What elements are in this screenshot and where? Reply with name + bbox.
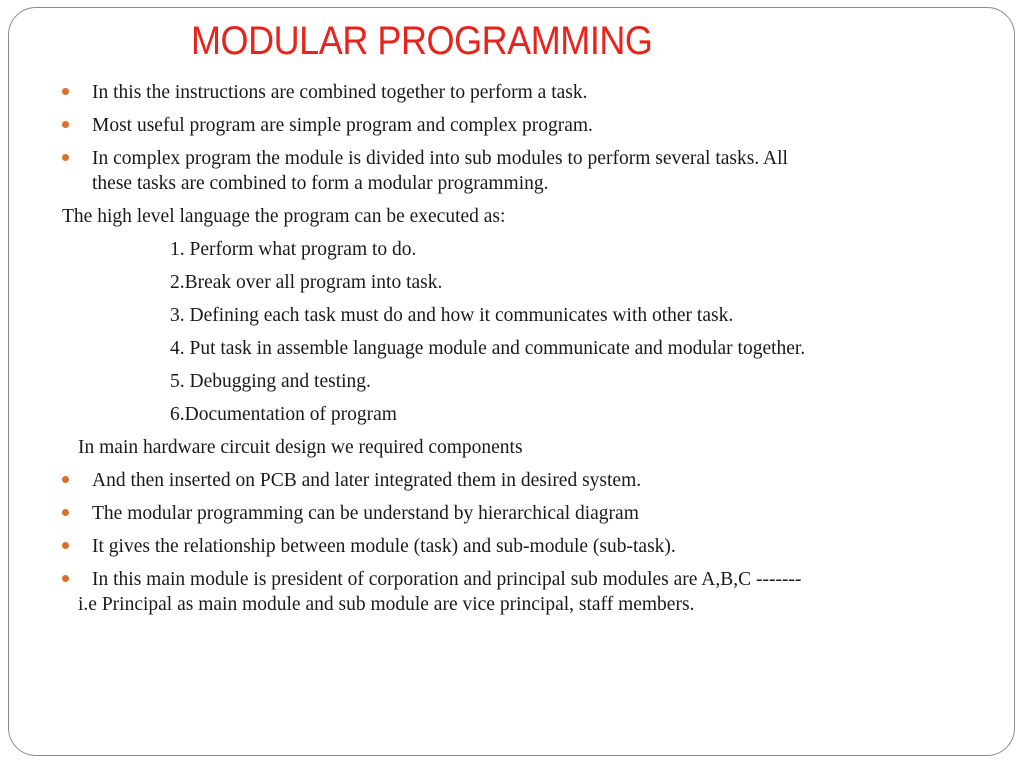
step-item: 2.Break over all program into task. [170, 272, 443, 293]
bullet-text-continuation: i.e Principal as main module and sub module are vice principal, staff members. [78, 594, 695, 615]
bullet-text: The modular programming can be understand by hierarchical diagram [92, 503, 639, 524]
bullet-icon [62, 476, 69, 483]
bullet-text: It gives the relationship between module (task) and sub-module (sub-task). [92, 536, 676, 557]
hardware-text: In main hardware circuit design we required components [78, 437, 523, 458]
bullet-text: Most useful program are simple program and complex program. [92, 115, 593, 136]
step-item: 6.Documentation of program [170, 404, 397, 425]
bullet-text: In complex program the module is divided into sub modules to perform several tasks. All [92, 148, 788, 169]
bullet-text: In this the instructions are combined together to perform a task. [92, 82, 588, 103]
slide-title: MODULAR PROGRAMMING [191, 19, 653, 63]
step-item: 4. Put task in assemble language module and communicate and modular together. [170, 338, 806, 359]
step-item: 5. Debugging and testing. [170, 371, 371, 392]
bullet-text: And then inserted on PCB and later integrated them in desired system. [92, 470, 642, 491]
bullet-text: In this main module is president of corporation and principal sub modules are A,B,C ------- [92, 569, 802, 590]
bullet-icon [62, 575, 69, 582]
step-item: 1. Perform what program to do. [170, 239, 417, 260]
bullet-icon [62, 88, 69, 95]
bullet-text-continuation: these tasks are combined to form a modular programming. [92, 173, 549, 194]
bullet-icon [62, 509, 69, 516]
intro-text: The high level language the program can be executed as: [62, 206, 506, 227]
bullet-icon [62, 542, 69, 549]
bullet-icon [62, 154, 69, 161]
step-item: 3. Defining each task must do and how it communicates with other task. [170, 305, 734, 326]
bullet-icon [62, 121, 69, 128]
